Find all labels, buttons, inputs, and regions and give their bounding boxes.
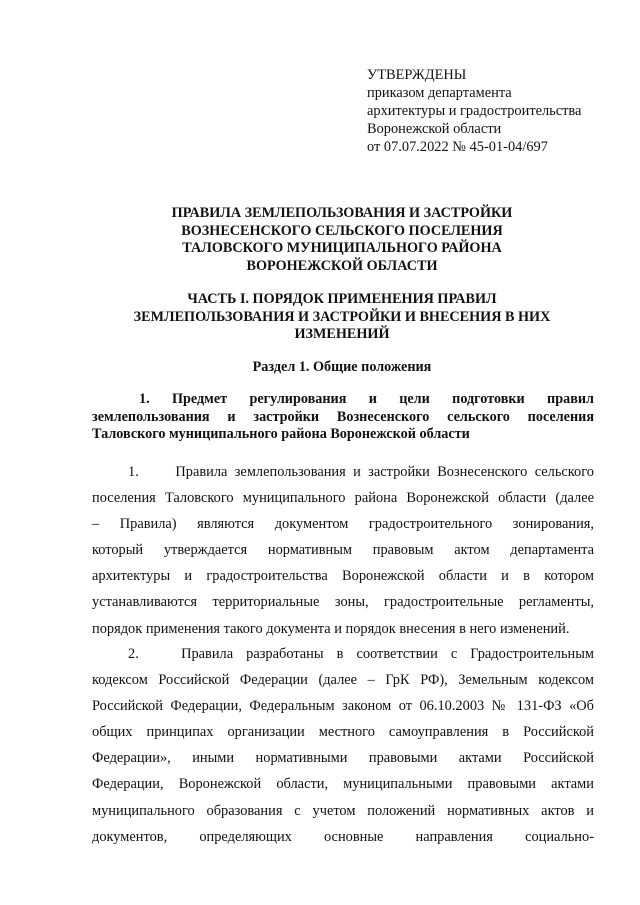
paragraph-line: – Правила) являются документом градостроительного зонирования, [92,516,594,533]
paragraph-2 [92,641,594,850]
section-title: Раздел 1. Общие положения [252,359,432,375]
paragraph-number: 2. [128,646,139,662]
part-title-line: ИЗМЕНЕНИЙ [294,326,390,343]
approval-line: приказом департамента [367,85,512,101]
paragraph-line: устанавливаются территориальные зоны, градостроительные регламенты, [92,594,594,611]
main-title [92,205,592,275]
article-title-line: 1. Предмет регулирования и цели подготовки правил [139,391,594,407]
paragraph-line: Федерации», иными нормативными правовыми актами Российской [92,750,594,767]
part-title [92,291,592,344]
paragraph-line: архитектуры и градостроительства Воронежской области и в котором [92,568,594,585]
article-title-line: Таловского муниципального района Воронежской области [92,426,470,442]
part-title-line: ЧАСТЬ I. ПОРЯДОК ПРИМЕНЕНИЯ ПРАВИЛ [187,291,497,307]
approval-line: архитектуры и градостроительства [367,103,582,119]
article-title-line: землепользования и застройки Вознесенского сельского поселения [92,408,594,425]
approval-line: Воронежской области [367,121,502,137]
paragraph-1 [92,459,594,642]
paragraph-line: Российской Федерации, Федеральным законом от 06.10.2003 № 131-ФЗ «Об [92,698,594,715]
part-title-line: ЗЕМЛЕПОЛЬЗОВАНИЯ И ЗАСТРОЙКИ И ВНЕСЕНИЯ В НИХ [133,308,551,325]
paragraph-line: Федерации, Воронежской области, муниципальными правовыми актами [92,776,594,793]
paragraph-line: документов, определяющих основные направления социально- [92,828,594,845]
paragraph-line: Правила землепользования и застройки Вознесенского сельского [175,464,594,480]
main-title-line: ПРАВИЛА ЗЕМЛЕПОЛЬЗОВАНИЯ И ЗАСТРОЙКИ [171,205,513,221]
approval-line: от 07.07.2022 № 45-01-04/697 [367,139,548,155]
paragraph-line: общих принципах организации местного самоуправления в Российской [92,724,594,741]
paragraph-line: порядок применения такого документа и порядок внесения в него изменений. [92,620,570,637]
paragraph-line: поселения Таловского муниципального района Воронежской области (далее [92,490,594,507]
article-title [92,391,594,444]
paragraph-first-line [92,459,594,485]
main-title-line: ТАЛОВСКОГО МУНИЦИПАЛЬНОГО РАЙОНА [182,240,502,257]
paragraph-first-line [92,641,594,667]
paragraph-number: 1. [128,464,139,480]
paragraph-line: муниципального образования с учетом положений нормативных актов и [92,802,594,819]
main-title-line: ВОРОНЕЖСКОЙ ОБЛАСТИ [246,257,438,274]
paragraph-line: кодексом Российской Федерации (далее – ГрК РФ), Земельным кодексом [92,672,594,689]
approval-stamp [367,66,607,156]
paragraph-line: который утверждается нормативным правовым актом департамента [92,542,594,559]
main-title-line: ВОЗНЕСЕНСКОГО СЕЛЬСКОГО ПОСЕЛЕНИЯ [181,222,503,239]
paragraph-line: Правила разработаны в соответствии с Градостроительным [181,646,594,662]
approval-line: УТВЕРЖДЕНЫ [367,67,467,83]
